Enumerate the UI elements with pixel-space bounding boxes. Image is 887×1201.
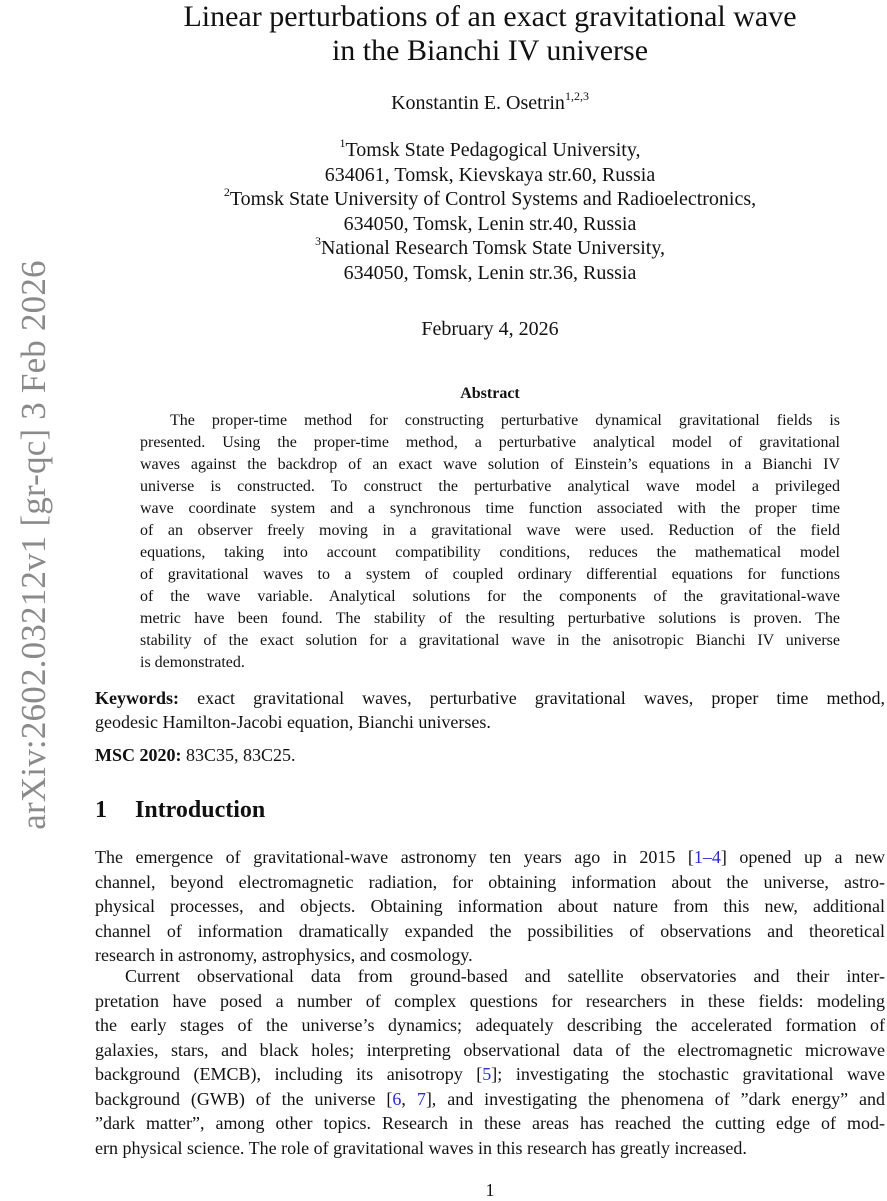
author-name: Konstantin E. Osetrin [391,92,565,114]
abstract-line: wave coordinate system and a synchronous time function associated with the proper time [140,500,840,517]
msc-value: 83C35, 83C25. [186,745,296,765]
title-line-1: Linear perturbations of an exact gravitational wave [183,0,797,33]
section-title: Introduction [135,797,266,823]
keywords-text-1: exact gravitational waves, perturbative gravitational waves, proper time method, [197,688,885,708]
abstract-line: of the wave variable. Analytical solutions for the components of the gravitational-wave [140,588,840,605]
affiliation-2-name: $^2$Tomsk State University of Control Systems and Radioelectronics, [223,185,757,210]
affiliation-2-address: 634050, Tomsk, Lenin str.40, Russia [343,212,637,235]
author [95,89,885,115]
abstract-body [140,410,840,674]
intro-paragraph-1: The emergence of gravitational-wave astronomy ten years ago in 2015 [1–4] opened up a new channel, beyond electromagnetic radiation, for obtaining information about the universe, astro- physical processes, and objects. Obtaining information about nature from this new, additional channel of information dramatically expanded the possibilities of observations and theoretical research in astronomy, astrophysics, and cosmology. [95,847,886,965]
paper-title [95,0,885,68]
msc-classification [95,745,296,766]
abstract-line: of an observer freely moving in a gravitational wave were used. Reduction of the field [140,522,840,539]
abstract-line: The proper-time method for constructing perturbative dynamical gravitational fields is [170,412,840,429]
keywords-text-2: geodesic Hamilton-Jacobi equation, Bianchi universes. [95,712,491,732]
affiliation-1-name: $^1$Tomsk State Pedagogical University, [339,136,641,161]
abstract-line: of gravitational waves to a system of coupled ordinary differential equations for functions [140,566,840,583]
affiliation-1-mark: 1 [339,136,346,151]
arxiv-identifier-stamp: arXiv:2602.03212v1 [gr-qc] 3 Feb 2026 [14,260,53,830]
section-heading [95,797,265,824]
abstract-line: stability of the exact solution for a gravitational wave in the anisotropic Bianchi IV universe [140,632,840,649]
affiliation-3-name: $^3$National Research Tomsk State University, [314,234,666,259]
affiliation-1-address: 634061, Tomsk, Kievskaya str.60, Russia [324,163,656,186]
publication-date: February 4, 2026 [421,318,559,340]
abstract-heading: Abstract [460,385,520,402]
citation-link[interactable]: 6 [392,1088,402,1109]
affiliation-2-mark: 2 [223,185,230,200]
intro-paragraph-2: Current observational data from ground-based and satellite observatories and their inter- pretation have posed a number of complex questions for researchers in these fields: modeling the early stages of the universe’s dynamics; adequately describing the accelerated formation of galaxies, stars, and black holes; interpreting observational data of the electromagnetic microwave background (EMCB), including its anisotropy [5]; investigating the stochastic gravitational wave background (GWB) of the universe [6, 7], and investigating the phenomena of ”dark energy” and ”dark matter”, among other topics. Research in these areas has reached the cutting edge of mod- ern physical science. The role of gravitational waves in this research has greatly increased. [95,966,886,1158]
affiliation-3-mark: 3 [314,234,321,249]
author-affiliation-marks: 1,2,3 [564,89,589,104]
keywords-label: Keywords: [95,688,179,708]
citation-link[interactable]: 1–4 [693,847,721,867]
section-number: 1 [95,797,107,823]
abstract-line: is demonstrated. [140,654,245,671]
affiliations [95,138,885,285]
citation-link[interactable]: 5 [482,1064,492,1084]
affiliation-3-address: 634050, Tomsk, Lenin str.36, Russia [343,261,637,284]
abstract-line: metric have been found. The stability of the resulting perturbative solutions is proven. The [140,610,840,627]
keywords [95,686,885,734]
citation-link[interactable]: 7 [416,1088,426,1109]
abstract-line: waves against the backdrop of an exact wave solution of Einstein’s equations in a Bianchi IV [140,456,840,473]
abstract-line: universe is constructed. To construct the perturbative analytical wave model a privileged [140,478,840,495]
page-number: 1 [485,1180,495,1200]
abstract-line: equations, taking into account compatibility conditions, reduces the mathematical model [140,544,840,561]
msc-label: MSC 2020: [95,745,182,765]
abstract-line: presented. Using the proper-time method, a perturbative analytical model of gravitational [140,434,840,451]
title-line-2: in the Bianchi IV universe [331,34,649,67]
